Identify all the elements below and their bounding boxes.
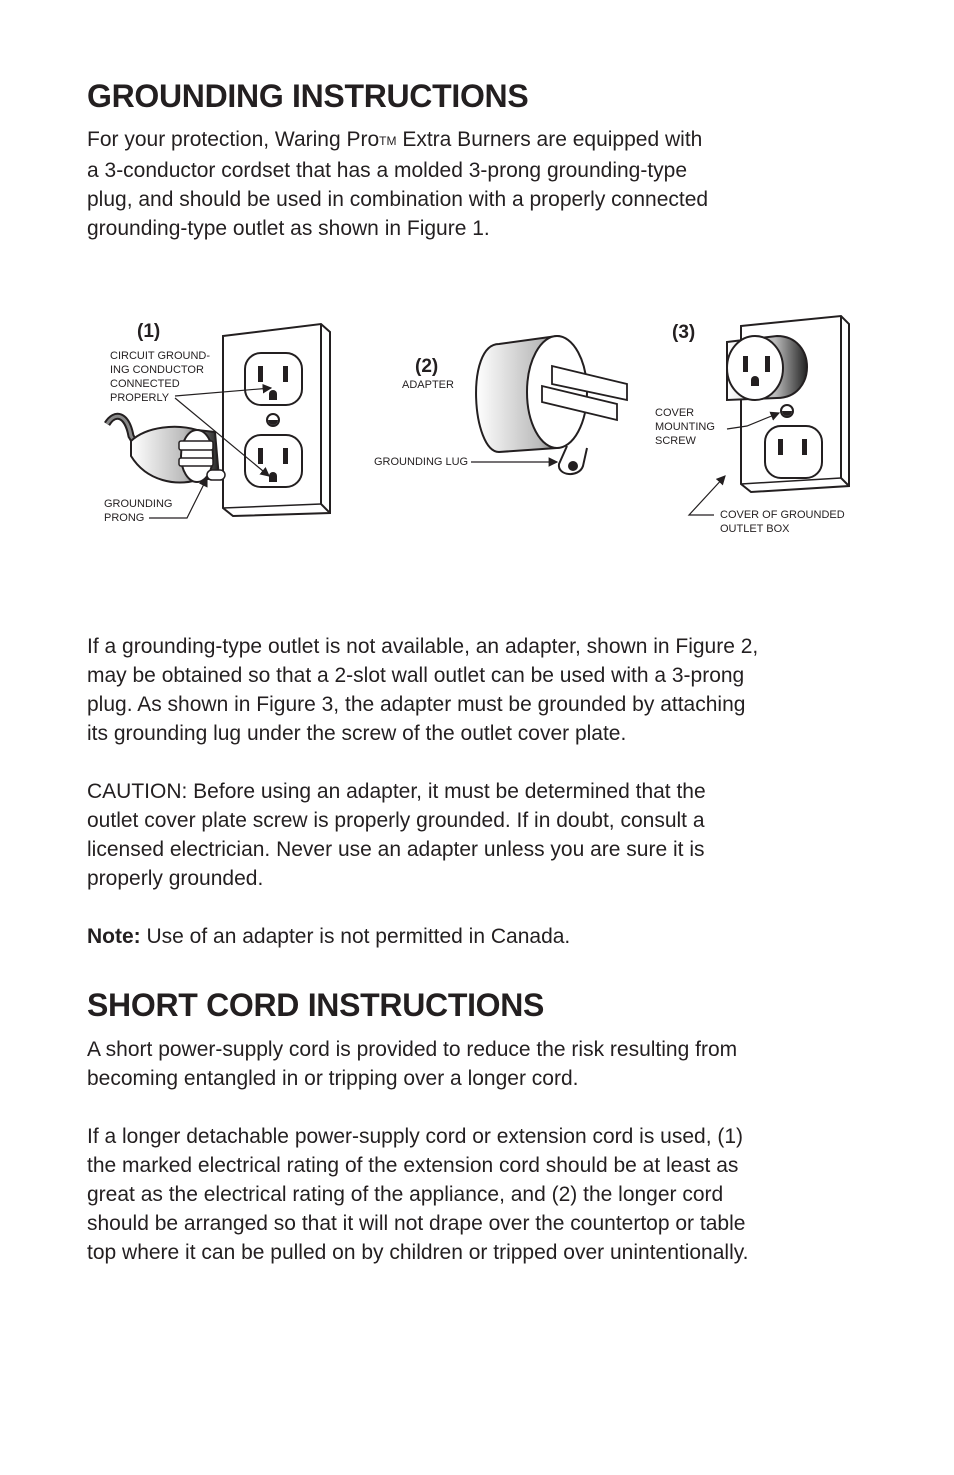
fig1-prong-label-line2: PRONG <box>104 512 145 524</box>
note-label: Note: <box>87 925 141 948</box>
fig3-screw-label-line1: COVER <box>655 407 695 419</box>
note-paragraph <box>87 922 877 951</box>
fig1-plug <box>107 416 225 482</box>
fig3-cover-label-line1: COVER OF GROUNDED <box>720 509 845 521</box>
trademark-symbol: TM <box>379 134 397 148</box>
fig2-adapter <box>476 336 627 474</box>
document-page <box>87 76 877 1267</box>
figure-2 <box>374 336 627 474</box>
spacer <box>87 1093 877 1122</box>
figure-1-number: (1) <box>137 321 161 342</box>
intro-text-end: Extra Burners are equipped with a 3-conductor cordset that has a molded 3-prong grounding-type plug, and should be used in combination with a properly connected grounding-type outlet as shown in Figure 1. <box>87 128 709 240</box>
fig1-label-line1: CIRCUIT GROUND- <box>110 350 211 362</box>
fig1-label-line2: ING CONDUCTOR <box>110 364 204 376</box>
caution-paragraph: CAUTION: Before using an adapter, it must be determined that the outlet cover plate screw is properly grounded. If in doubt, consult a licensed electrician. Never use an adapter unless you are sure it is properly grounded. <box>87 780 706 890</box>
outlet-figures <box>87 306 877 566</box>
grounding-heading: GROUNDING INSTRUCTIONS <box>87 78 529 114</box>
spacer <box>87 748 877 777</box>
short-cord-paragraph-2: If a longer detachable power-supply cord or extension cord is used, (1) the marked electrical rating of the extension cord should be at least as great as the electrical rating of the appliance, and (2) the longer cord should be arranged so that it will not drape over the countertop or table top where it can be pulled on by children or tripped over unintentionally. <box>87 1125 749 1264</box>
fig3-wall-plate <box>727 316 849 492</box>
fig2-lug-label: GROUNDING LUG <box>374 456 469 468</box>
fig3-cover-label-line2: OUTLET BOX <box>720 523 790 535</box>
fig2-adapter-label: ADAPTER <box>402 379 454 391</box>
fig1-label-line3: CONNECTED <box>110 378 180 390</box>
fig3-screw-label-line2: MOUNTING <box>655 421 715 433</box>
note-text: Use of an adapter is not permitted in Canada. <box>140 925 571 948</box>
outlet-figures-illustration <box>87 306 877 566</box>
fig3-screw-label-line3: SCREW <box>655 435 696 447</box>
short-cord-heading: SHORT CORD INSTRUCTIONS <box>87 987 545 1023</box>
short-cord-paragraph-1: A short power-supply cord is provided to reduce the risk resulting from becoming entangled in or tripping over a longer cord. <box>87 1038 738 1090</box>
fig1-wall-plate <box>223 324 330 516</box>
spacer <box>87 893 877 922</box>
grounding-intro-paragraph <box>87 125 877 243</box>
figure-3 <box>655 316 849 535</box>
figure-1 <box>104 321 330 524</box>
figure-3-number: (3) <box>672 322 696 343</box>
fig1-prong-label-line1: GROUNDING <box>104 498 173 510</box>
adapter-paragraph: If a grounding-type outlet is not available, an adapter, shown in Figure 2, may be obtained so that a 2-slot wall outlet can be used with a 3-prong plug. As shown in Figure 3, the adapter must be grounded by attaching its grounding lug under the screw of the outlet cover plate. <box>87 635 759 745</box>
figure-2-number: (2) <box>415 356 439 377</box>
fig1-label-line4: PROPERLY <box>110 392 170 404</box>
intro-text-start: For your protection, Waring Pro <box>87 128 380 151</box>
